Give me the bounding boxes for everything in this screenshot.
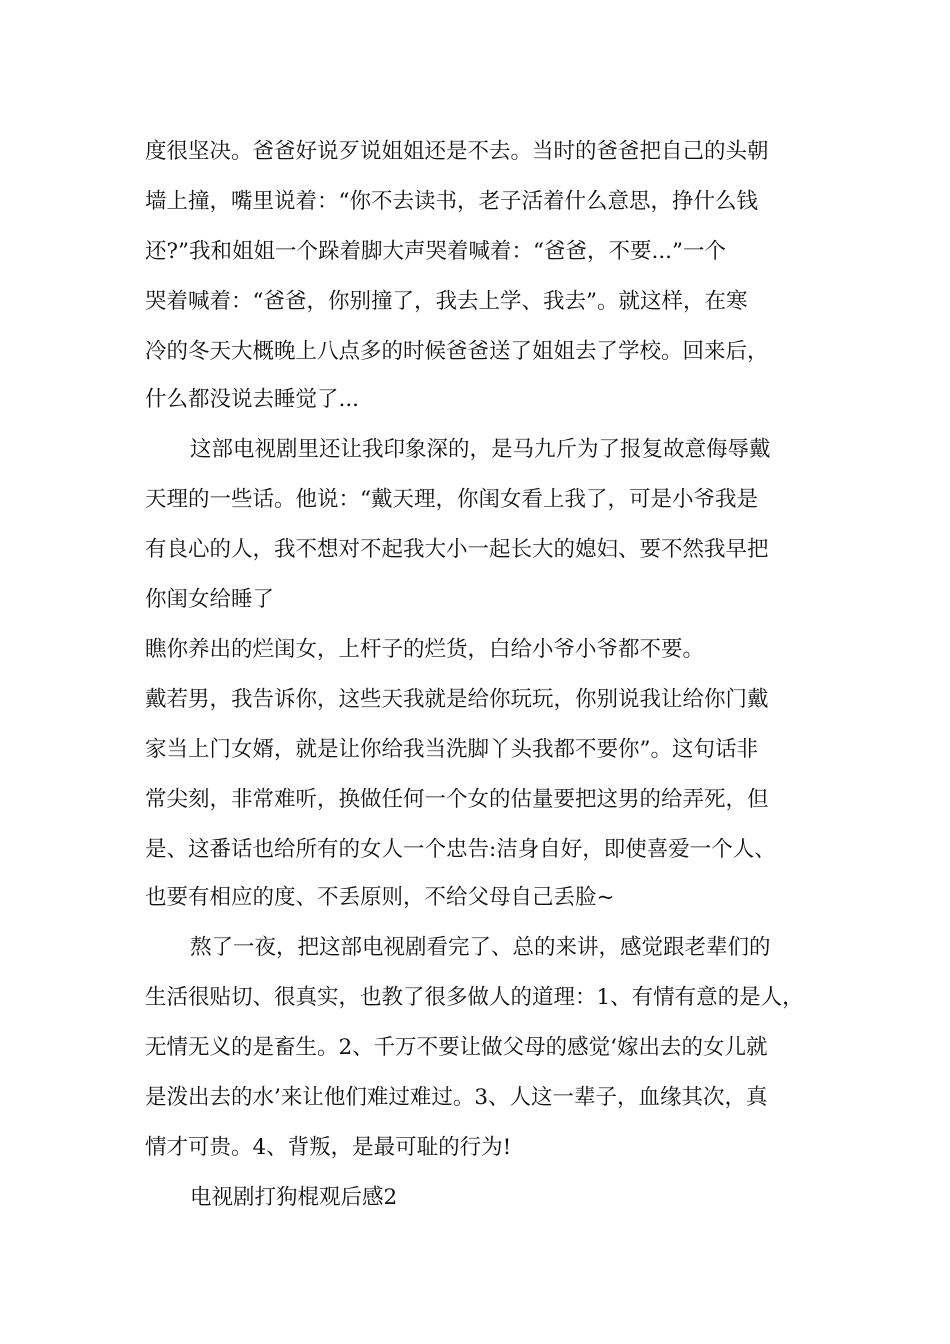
text-line: 天理的一些话。他说：“戴天理，你闺女看上我了，可是小爷我是 xyxy=(145,487,758,512)
text-line: 还?”我和姐姐一个跺着脚大声哭着喊着：“爸爸，不要...”一个 xyxy=(145,239,727,264)
text-line: 常尖刻，非常难听，换做任何一个女的估量要把这男的给弄死，但 xyxy=(145,787,769,812)
text-line: 什么都没说去睡觉了... xyxy=(145,387,360,412)
paragraph-start-line: 这部电视剧里还让我印象深的，是马九斤为了报复故意侮辱戴 xyxy=(190,437,771,462)
text-line: 也要有相应的度、不丢原则，不给父母自己丢脸~ xyxy=(145,885,615,910)
text-line: 度很坚决。爸爸好说歹说姐姐还是不去。当时的爸爸把自己的头朝 xyxy=(145,139,769,164)
text-line: 家当上门女婿，就是让你给我当洗脚丫头我都不要你”。这句话非 xyxy=(145,737,758,762)
text-line: 哭着喊着：“爸爸，你别撞了，我去上学、我去”。就这样，在寒 xyxy=(145,289,748,314)
text-line: 有良心的人，我不想对不起我大小一起长大的媳妇、要不然我早把 xyxy=(145,537,769,562)
text-line: 墙上撞，嘴里说着：“你不去读书，老子活着什么意思，挣什么钱 xyxy=(145,189,758,214)
text-line: 生活很贴切、很真实，也教了很多做人的道理：1、有情有意的是人， xyxy=(145,985,804,1010)
text-line: 无情无义的是畜生。2、千万不要让做父母的感觉‘嫁出去的女儿就 xyxy=(145,1035,768,1060)
paragraph-start-line: 熬了一夜，把这部电视剧看完了、总的来讲，感觉跟老辈们的 xyxy=(190,935,771,960)
text-line: 瞧你养出的烂闺女，上杆子的烂货，白给小爷小爷都不要。 xyxy=(145,637,705,662)
section-heading: 电视剧打狗棍观后感2 xyxy=(190,1185,398,1210)
text-line: 冷的冬天大概晚上八点多的时候爸爸送了姐姐去了学校。回来后， xyxy=(145,339,769,364)
text-line: 是泼出去的水’来让他们难过难过。3、人这一辈子，血缘其次，真 xyxy=(145,1085,768,1110)
text-line: 戴若男，我告诉你，这些天我就是给你玩玩，你别说我让给你门戴 xyxy=(145,687,769,712)
text-line: 是、这番话也给所有的女人一个忠告:洁身自好，即使喜爱一个人、 xyxy=(145,837,776,862)
text-line: 情才可贵。4、背叛，是最可耻的行为! xyxy=(145,1135,512,1160)
text-line: 你闺女给睡了 xyxy=(145,587,275,612)
